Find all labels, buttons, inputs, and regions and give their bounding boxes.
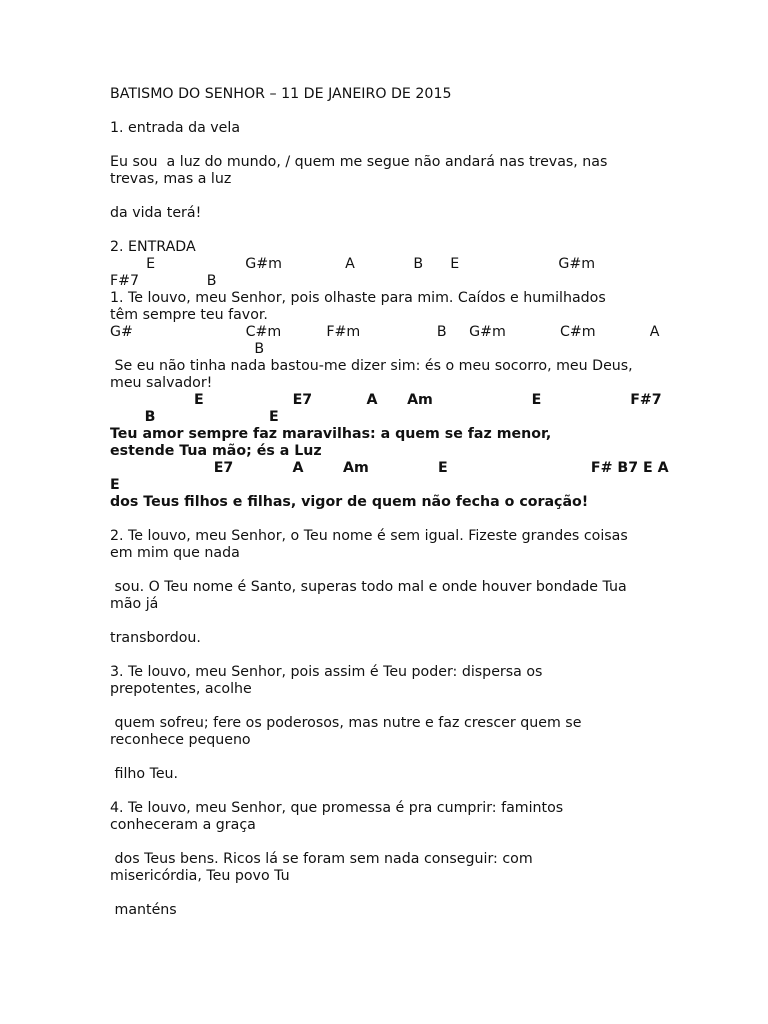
- section-1-paragraph-1-line-2: trevas, mas a luz: [110, 171, 232, 187]
- document-title: BATISMO DO SENHOR – 11 DE JANEIRO DE 2015: [110, 86, 452, 102]
- verse-1-line: Se eu não tinha nada bastou-me dizer sim: és o meu socorro, meu Deus,: [110, 358, 633, 374]
- verse-1-line: 1. Te louvo, meu Senhor, pois olhaste para mim. Caídos e humilhados: [110, 290, 606, 306]
- chord-line: E7 A Am E F# B7 E A: [110, 460, 669, 476]
- verse-4-line: 4. Te louvo, meu Senhor, que promessa é pra cumprir: famintos: [110, 800, 564, 816]
- section-1-paragraph-2: da vida terá!: [110, 205, 202, 221]
- verse-2-line: sou. O Teu nome é Santo, superas todo mal e onde houver bondade Tua: [110, 579, 627, 595]
- chord-line: E: [110, 477, 120, 493]
- verse-4-line: misericórdia, Teu povo Tu: [110, 868, 290, 884]
- verse-3-line: filho Teu.: [110, 766, 179, 782]
- verse-3-line: 3. Te louvo, meu Senhor, pois assim é Teu poder: dispersa os: [110, 664, 543, 680]
- section-1-paragraph-1-line-1: Eu sou a luz do mundo, / quem me segue não andará nas trevas, nas: [110, 154, 608, 170]
- chord-line: F#7 B: [110, 273, 217, 289]
- verse-4-line: dos Teus bens. Ricos lá se foram sem nada conseguir: com: [110, 851, 533, 867]
- verse-3-line: reconhece pequeno: [110, 732, 251, 748]
- chord-line: E G#m A B E G#m: [110, 256, 596, 272]
- chord-line: B E: [110, 409, 279, 425]
- verse-2-line: mão já: [110, 596, 159, 612]
- refrain-line: dos Teus filhos e filhas, vigor de quem não fecha o coração!: [110, 494, 589, 510]
- verse-4-line: manténs: [110, 902, 177, 918]
- section-2-heading: 2. ENTRADA: [110, 239, 196, 255]
- verse-3-line: quem sofreu; fere os poderosos, mas nutre e faz crescer quem se: [110, 715, 582, 731]
- verse-1-line: têm sempre teu favor.: [110, 307, 268, 323]
- verse-3-line: prepotentes, acolhe: [110, 681, 252, 697]
- verse-1-line: meu salvador!: [110, 375, 213, 391]
- chord-line: B: [110, 341, 265, 357]
- section-1-heading: 1. entrada da vela: [110, 120, 241, 136]
- verse-4-line: conheceram a graça: [110, 817, 256, 833]
- chord-line: E E7 A Am E F#7: [110, 392, 662, 408]
- chord-line: G# C#m F#m B G#m C#m A: [110, 324, 660, 340]
- verse-2-line: em mim que nada: [110, 545, 240, 561]
- refrain-line: estende Tua mão; és a Luz: [110, 443, 322, 459]
- verse-2-line: transbordou.: [110, 630, 201, 646]
- verse-2-line: 2. Te louvo, meu Senhor, o Teu nome é sem igual. Fizeste grandes coisas: [110, 528, 628, 544]
- refrain-line: Teu amor sempre faz maravilhas: a quem se faz menor,: [110, 426, 552, 442]
- document-page: [110, 86, 669, 919]
